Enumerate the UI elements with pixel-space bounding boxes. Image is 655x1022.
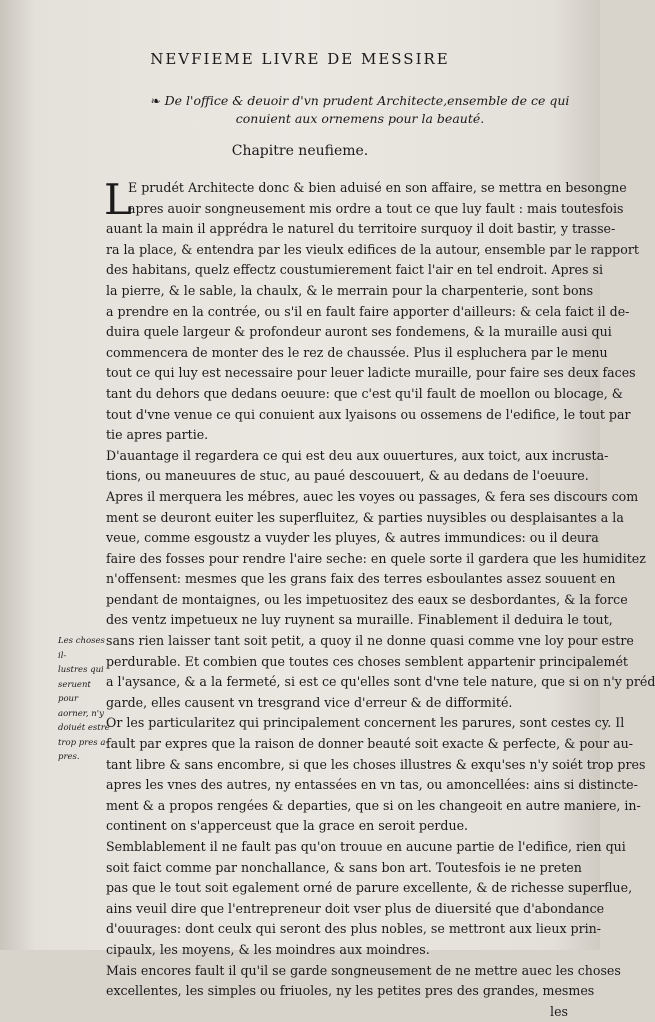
- caption-text-1: De l'office & deuoir d'vn prudent Architecte,ensemble de ce qui: [164, 93, 570, 108]
- catchword: les: [550, 1003, 568, 1019]
- text-line: tie apres partie.: [106, 427, 209, 443]
- text-line: excellentes, les simples ou friuoles, ny les petites pres des grandes, mesmes: [106, 983, 595, 999]
- text-line: tout ce qui luy est necessaire pour leuer ladicte muraille, pour faire ses deux faces: [106, 365, 636, 381]
- marginal-line: pres.: [58, 752, 80, 762]
- text-line: a l'aysance, & a la fermeté, si est ce qu'elles sont d'vne tele nature, que si on n'y préd: [106, 674, 655, 690]
- text-line: Or les particularitez qui principalement concernent les parures, sont cestes cy. Il: [106, 715, 625, 731]
- chapter-caption: [140, 92, 580, 127]
- text-line: cipaulx, les moyens, & les moindres aux moindres.: [106, 941, 430, 957]
- text-line: faire des fosses pour rendre l'aire seche: en quele sorte il gardera que les humiditez: [106, 550, 646, 566]
- text-line: Mais encores fault il qu'il se garde songneusement de ne mettre auec les choses: [106, 962, 621, 978]
- text-line: apres les vnes des autres, ny entassées en vn tas, ou amoncellées: ains si distincte-: [106, 777, 638, 793]
- text-line: duira quele largeur & profondeur auront ses fondemens, & la muraille ausi qui: [106, 324, 612, 340]
- marginal-line: doiuét estre: [58, 723, 110, 733]
- marginal-line: lustres qui: [58, 665, 104, 675]
- fleuron-icon: ❧: [150, 94, 161, 108]
- text-line: n'offensent: mesmes que les grans faix des terres esboulantes assez souuent en: [106, 571, 616, 587]
- text-line: la pierre, & le sable, la chaulx, & le merrain pour la charpenterie, sont bons: [106, 282, 594, 298]
- text-line: commencera de monter des le rez de chaussée. Plus il espluchera par le menu: [106, 344, 608, 360]
- text-line: des ventz impetueux ne luy ruynent sa muraille. Finablement il deduira le tout,: [106, 612, 613, 628]
- text-line: tions, ou maneuures de stuc, au paué descouuert, & au dedans de l'oeuure.: [106, 468, 589, 484]
- marginal-line: Les choses il-: [58, 636, 105, 661]
- text-line: ment & a propos rengées & departies, que si on les changeoit en autre maniere, in-: [106, 797, 641, 813]
- text-line: pas que le tout soit egalement orné de parure excellente, & de richesse superflue,: [106, 880, 633, 896]
- text-line: garde, elles causent vn tresgrand vice d'erreur & de difformité.: [106, 694, 513, 710]
- text-line: apres auoir songneusement mis ordre a tout ce que luy fault : mais toutesfois: [128, 200, 624, 216]
- marginal-note: [58, 634, 110, 765]
- text-line: des habitans, quelz effectz coustumierement faict l'air en tel endroit. Apres si: [106, 262, 603, 278]
- running-title: NEVFIEME LIVRE DE MESSIRE: [150, 50, 450, 68]
- text-line: veue, comme esgoustz a vuyder les pluyes, & autres immundices: ou il deura: [106, 530, 599, 546]
- caption-line-2: conuient aux ornemens pour la beauté.: [235, 111, 485, 126]
- text-line: E prudét Architecte donc & bien aduisé en son affaire, se mettra en besongne: [128, 180, 627, 195]
- text-line: ment se deuront euiter les superfluitez, & parties nuysibles ou desplaisantes a la: [106, 509, 624, 525]
- text-line: tant libre & sans encombre, si que les choses illustres & exqu'ses n'y soiét trop pres: [106, 756, 646, 772]
- text-line: d'ouurages: dont ceulx qui seront des plus nobles, se mettront aux lieux prin-: [106, 921, 602, 937]
- body-text: [104, 175, 655, 1022]
- text-line: soit faict comme par nonchallance, & sans bon art. Toutesfois ie ne preten: [106, 859, 582, 875]
- text-line: auant la main il apprédra le naturel du territoire surquoy il doit bastir, y trasse-: [106, 221, 616, 237]
- marginal-line: seruent pour: [58, 679, 91, 704]
- text-line: Apres il merquera les mébres, auec les voyes ou passages, & fera ses discours com: [106, 488, 639, 504]
- text-line: tant du dehors que dedans oeuure: que c'est qu'il fault de moellon ou blocage, &: [106, 385, 623, 401]
- text-line: a prendre en la contrée, ou s'il en fault faire apporter d'ailleurs: & cela faict il de-: [106, 303, 630, 319]
- marginal-line: trop pres a-: [58, 737, 109, 748]
- text-line: tout d'vne venue ce qui conuient aux lyaisons ou ossemens de l'edifice, le tout par: [106, 406, 631, 422]
- text-line: fault par expres que la raison de donner beauté soit exacte & perfecte, & pour au-: [106, 736, 633, 752]
- chapter-title: Chapitre neufieme.: [231, 143, 369, 159]
- text-line: perdurable. Et combien que toutes ces choses semblent appartenir principalemét: [106, 653, 628, 669]
- text-line: Semblablement il ne fault pas qu'on trouue en aucune partie de l'edifice, rien qui: [106, 839, 626, 854]
- text-line: ra la place, & entendra par les vieulx edifices de la autour, ensemble par le rapport: [106, 241, 639, 257]
- text-line: pendant de montaignes, ou les impetuositez des eaux se desbordantes, & la force: [106, 591, 628, 607]
- drop-capital: L: [104, 175, 132, 224]
- text-line: ains veuil dire que l'entrepreneur doit vser plus de diuersité que d'abondance: [106, 900, 605, 916]
- text-line: continent on s'apperceust que la grace en seroit perdue.: [106, 818, 469, 834]
- marginal-line: aorner, n'y: [58, 708, 104, 719]
- text-line: D'auantage il regardera ce qui est deu aux ouuertures, aux toict, aux incrusta-: [106, 447, 609, 463]
- text-line: sans rien laisser tant soit petit, a quoy il ne donne quasi comme vne loy pour estre: [106, 633, 634, 649]
- caption-line-1: [140, 92, 580, 110]
